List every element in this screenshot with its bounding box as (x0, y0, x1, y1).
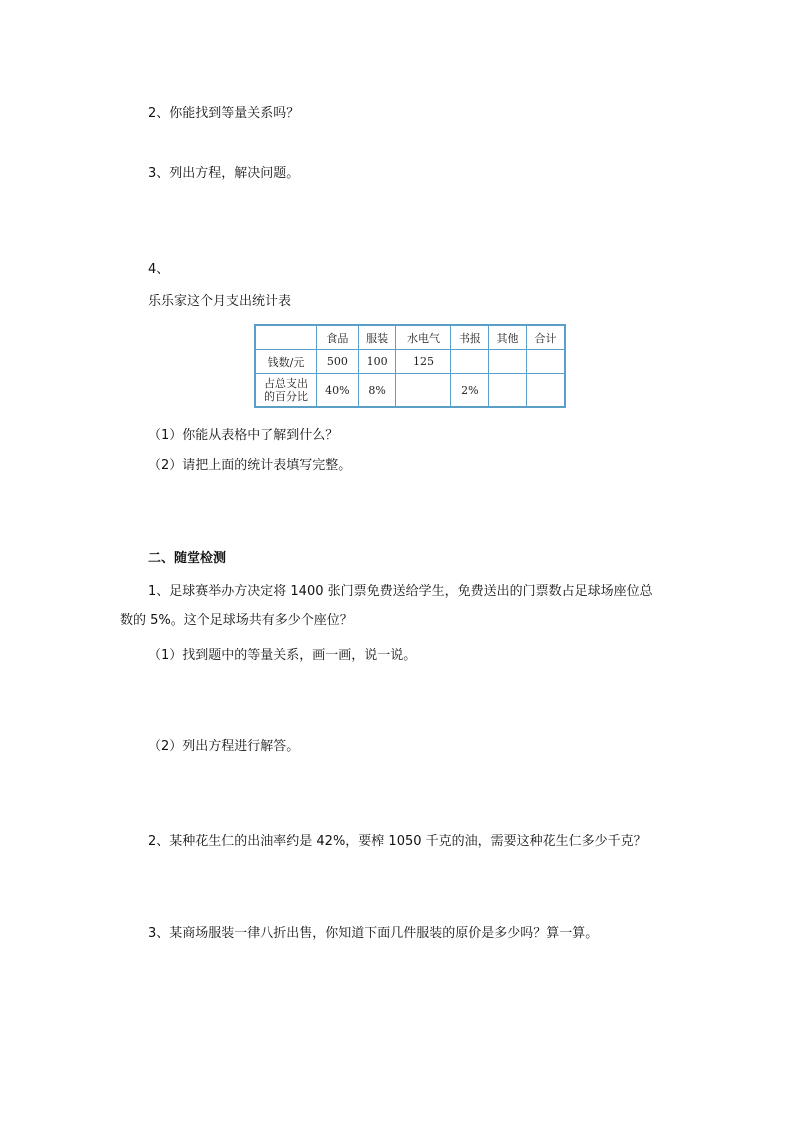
table-cell: 2% (451, 374, 489, 408)
problem-1-sub-2: （2）列出方程进行解答。 (148, 739, 300, 754)
table-cell: 40% (317, 374, 359, 408)
row-label-line: 的百分比 (264, 390, 308, 403)
table-row (255, 350, 565, 374)
table-cell: 100 (358, 350, 396, 374)
problem-1-line-2: 数的 5%。这个足球场共有多少个座位？ (120, 613, 353, 628)
table-header-cell: 书报 (451, 325, 489, 350)
table-header-cell: 其他 (489, 325, 527, 350)
table-cell: 8% (358, 374, 396, 408)
table-cell: 125 (396, 350, 451, 374)
table-header-cell: 合计 (526, 325, 565, 350)
problem-2: 2、某种花生仁的出油率约是 42%，要榨 1050 千克的油，需要这种花生仁多少千克？ (148, 834, 647, 849)
table-header-cell (255, 325, 317, 350)
expense-table (254, 324, 566, 408)
row-label: 钱数/元 (255, 350, 317, 374)
problem-1-line-1: 1、足球赛举办方决定将 1400 张门票免费送给学生，免费送出的门票数占足球场座位总 (148, 584, 653, 599)
table-cell: 500 (317, 350, 359, 374)
row-label (255, 374, 317, 408)
table-cell (489, 374, 527, 408)
table-cell (396, 374, 451, 408)
problem-1-sub-1: （1）找到题中的等量关系，画一画，说一说。 (148, 648, 417, 663)
section-heading: 二、随堂检测 (148, 551, 227, 566)
table-cell (451, 350, 489, 374)
table-header-cell: 食品 (317, 325, 359, 350)
table-row (255, 374, 565, 408)
question-4: 4、 (148, 262, 170, 277)
table-cell (526, 374, 565, 408)
question-2: 2、你能找到等量关系吗？ (148, 106, 300, 121)
table-cell (489, 350, 527, 374)
question-3: 3、列出方程，解决问题。 (148, 166, 300, 181)
table-cell (526, 350, 565, 374)
table-header-cell: 水电气 (396, 325, 451, 350)
table-header-row (255, 325, 565, 350)
table-header-cell: 服装 (358, 325, 396, 350)
table-caption: 乐乐家这个月支出统计表 (148, 294, 292, 309)
sub-question-1: （1）你能从表格中了解到什么？ (148, 428, 339, 443)
row-label-line: 占总支出 (264, 377, 308, 390)
problem-3: 3、某商场服装一律八折出售，你知道下面几件服装的原价是多少吗？算一算。 (148, 926, 599, 941)
sub-question-2: （2）请把上面的统计表填写完整。 (148, 458, 352, 473)
